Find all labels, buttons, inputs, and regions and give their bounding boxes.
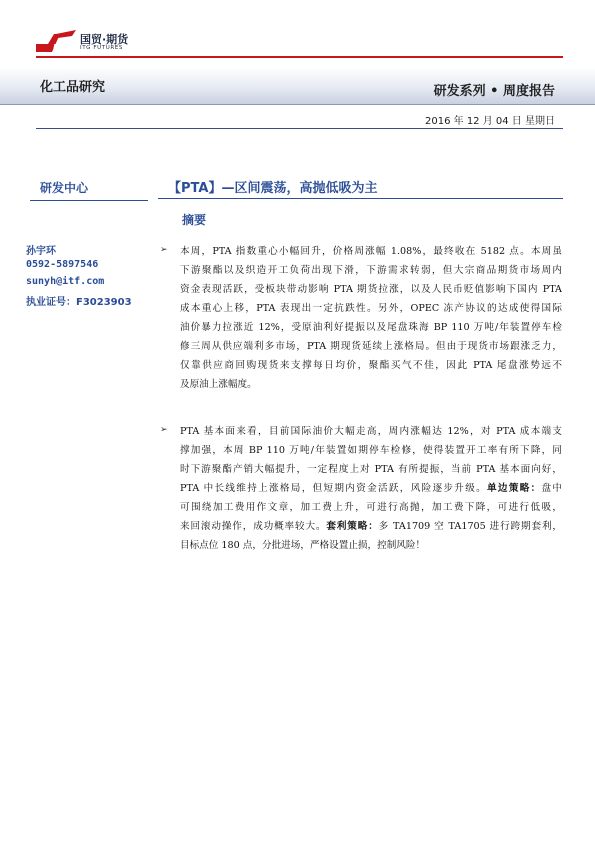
paragraph-line: 及原油上涨幅度。 [180,379,257,390]
paragraph-line: 成本重心上移，PTA 表现出一定抗跌性。另外，OPEC 冻产协议的达成使得国际 [180,303,562,314]
sidebar-title: 研发中心 [40,181,89,195]
paragraph-line [180,481,562,500]
paragraph-line-text: 来回滚动操作，成功概率较大。 [180,521,327,532]
paragraph-line: 可围绕加工费用作文章，加工费上升，可进行高抛，加工费下降，可进行低吸， [180,502,562,513]
paragraph-line [180,519,562,538]
paragraph-line: 目标点位 180 点，分批进场，严格设置止损，控制风险！ [180,540,426,551]
logo-mark-text: ITG [53,43,68,52]
paragraph-line: 资金表现活跃，受板块带动影响 PTA 期货拉涨，以及人民币贬值影响下国内 PTA [180,284,562,295]
paragraph-line-text: PTA 中长线维持上涨格局，但短期内资金活跃，风险逐步升级。 [180,483,488,494]
report-category: 化工品研究 [40,80,106,95]
itg-futures-logo [36,30,146,54]
logo-english-name: ITG FUTURES [80,45,123,51]
paragraph-line: PTA 基本面来看，目前国际油价大幅走高，周内涨幅达 12%，对 PTA 成本端支 [180,426,562,437]
bullet-arrow-icon: ➢ [160,245,168,255]
paragraph-line: 修三周从供应端利多市场，PTA 期现货延续上涨格局。但由于现货市场跟涨乏力， [180,341,562,352]
arbitrage-strategy-text: 多 TA1709 空 TA1705 进行跨期套利， [378,521,562,532]
paragraph-line: 时下游聚酯产销大幅提升，一定程度上对 PTA 有所提振，当前 PTA 基本面向好， [180,464,562,475]
paragraph-line: 仅靠供应商回购现货来支撑每日均价，聚酯买气不佳，因此 PTA 尾盘涨势远不 [180,360,562,371]
logo-mark-icon [36,30,76,52]
paragraph-line: 撑加强，本周 BP 110 万吨/年装置如期停车检修，使得装置开工率有所下降，同 [180,445,562,456]
arbitrage-strategy-label: 套利策略： [326,521,379,532]
single-strategy-label: 单边策略： [487,483,542,494]
header-divider [0,104,595,105]
paragraph-line: 下游聚酯以及织造开工负荷出现下滑，下游需求转弱，但大宗商品期货市场周内 [180,265,562,276]
analyst-email[interactable]: sunyh@itf.com [26,276,105,287]
paragraph-line: 油价暴力拉涨近 12%，受原油利好提振以及尾盘珠海 BP 110 万吨/年装置停车检 [180,322,562,333]
bullet-arrow-icon: ➢ [160,425,168,435]
sidebar-divider [30,200,148,201]
report-title: 【PTA】—区间震荡，高抛低吸为主 [168,181,378,196]
report-date: 2016 年 12 月 04 日 星期日 [425,116,555,127]
report-series: 研发系列 • 周度报告 [433,84,555,99]
abstract-heading: 摘要 [182,213,207,227]
analyst-phone: 0592-5897546 [26,259,99,270]
paragraph-line: 本周，PTA 指数重心小幅回升，价格周涨幅 1.08%，最终收在 5182 点。本周虽 [180,246,562,257]
brand-divider [36,56,563,58]
analyst-name: 孙宇环 [26,246,56,257]
date-divider [36,128,563,129]
title-divider [158,198,563,199]
analyst-license: 执业证号：F3023903 [26,297,132,308]
single-strategy-tail: 盘中 [541,483,563,494]
logo-chinese-name: 国贸·期货 [80,33,129,46]
